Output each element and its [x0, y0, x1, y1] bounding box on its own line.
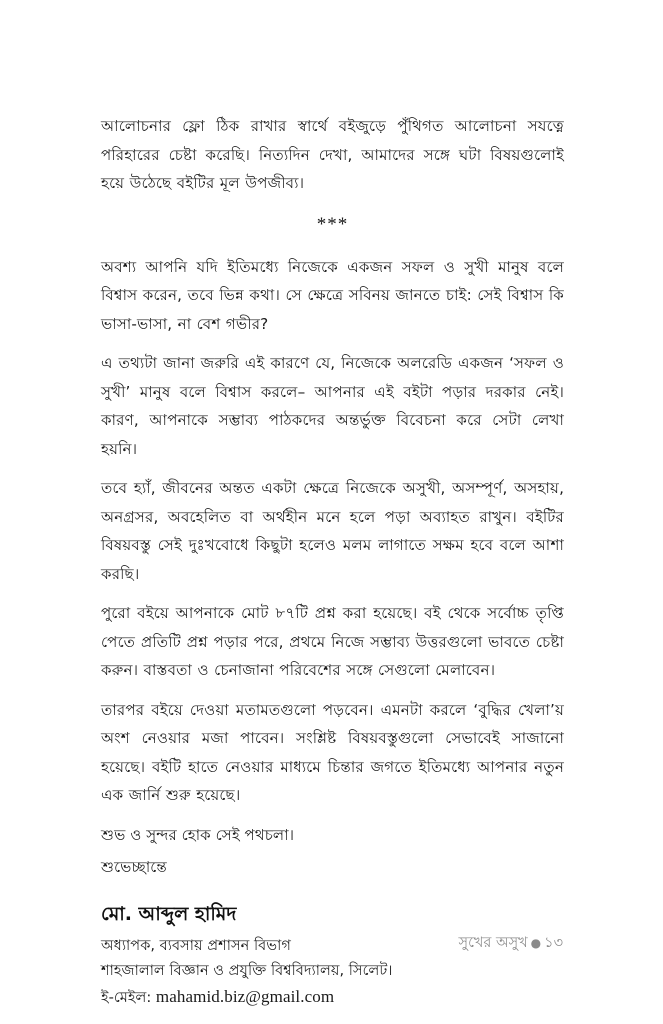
- email-label: ই-মেইল:: [101, 988, 152, 1006]
- page-content: [101, 112, 564, 1010]
- footer-page-number: ১৩: [544, 935, 563, 951]
- section-separator: ***: [316, 213, 349, 235]
- signoff-text: শুভেচ্ছান্তে: [101, 857, 167, 876]
- author-signature-block: [101, 901, 564, 1011]
- body-paragraph-2: অবশ্য আপনি যদি ইতিমধ্যে নিজেকে একজন সফল ও সুখী মানুষ বলে বিশ্বাস করেন, তবে ভিন্ন কথা। সে ক্ষেত্রে সবিনয় জানতে চাই: সেই বিশ্বাস কি ভাসা-ভাসা, না বেশ গভীর?: [101, 257, 564, 333]
- author-name: মো. আব্দুল হামিদ: [101, 902, 237, 925]
- page-footer: [459, 932, 564, 954]
- body-paragraph-4: তবে হ্যাঁ, জীবনের অন্তত একটা ক্ষেত্রে নিজেকে অসুখী, অসম্পূর্ণ, অসহায়, অনগ্রসর, অবহেলিত বা অর্থহীন মনে হলে পড়া অব্যাহত রাখুন। বইটির বিষয়বস্তু সেই দুঃখবোধে কিছুটা হলেও মলম লাগাতে সক্ষম হবে বলে আশা করছি।: [101, 479, 564, 583]
- body-paragraph-1: আলোচনার ফ্লো ঠিক রাখার স্বার্থে বইজুড়ে পুঁথিগত আলোচনা সযত্নে পরিহারের চেষ্টা করেছি। নিত্যদিন দেখা, আমাদের সঙ্গে ঘটা বিষয়গুলোই হয়ে উঠেছে বইটির মূল উপজীব্য।: [101, 117, 564, 192]
- author-institution: শাহজালাল বিজ্ঞান ও প্রযুক্তি বিশ্ববিদ্যালয়, সিলেট।: [101, 962, 393, 979]
- footer-book-title: সুখের অসুখ: [458, 935, 528, 951]
- author-email: [101, 984, 564, 1011]
- body-paragraph-5: পুরো বইয়ে আপনাকে মোট ৮৭টি প্রশ্ন করা হয়েছে। বই থেকে সর্বোচ্চ তৃপ্তি পেতে প্রতিটি প্রশ্ন পড়ার পরে, প্রথমে নিজে সম্ভাব্য উত্তরগুলো ভাবতে চেষ্টা করুন। বাস্তবতা ও চেনাজানা পরিবেশের সঙ্গে সেগুলো মেলাবেন।: [101, 604, 564, 679]
- footer-separator-dot: ●: [530, 936, 542, 950]
- author-designation: অধ্যাপক, ব্যবসায় প্রশাসন বিভাগ: [101, 936, 291, 954]
- body-paragraph-3: এ তথ্যটা জানা জরুরি এই কারণে যে, নিজেকে অলরেডি একজন ‘সফল ও সুখী’ মানুষ বলে বিশ্বাস করলে– আপনার এই বইটা পড়ার দরকার নেই। কারণ, আপনাকে সম্ভাব্য পাঠকদের অন্তর্ভুক্ত বিবেচনা করে সেটা লেখা হয়নি।: [101, 354, 564, 458]
- email-address: mahamid.biz@gmail.com: [155, 986, 335, 1006]
- closing-line: শুভ ও সুন্দর হোক সেই পথচলা।: [101, 825, 295, 844]
- body-paragraph-6: তারপর বইয়ে দেওয়া মতামতগুলো পড়বেন। এমনটা করলে ‘বুদ্ধির খেলা’য় অংশ নেওয়ার মজা পাবেন। সংশ্লিষ্ট বিষয়বস্তুগুলো সেভাবেই সাজানো হয়েছে। বইটি হাতে নেওয়ার মাধ্যমে চিন্তার জগতে ইতিমধ্যে আপনার নতুন এক জার্নি শুরু হয়েছে।: [101, 700, 564, 804]
